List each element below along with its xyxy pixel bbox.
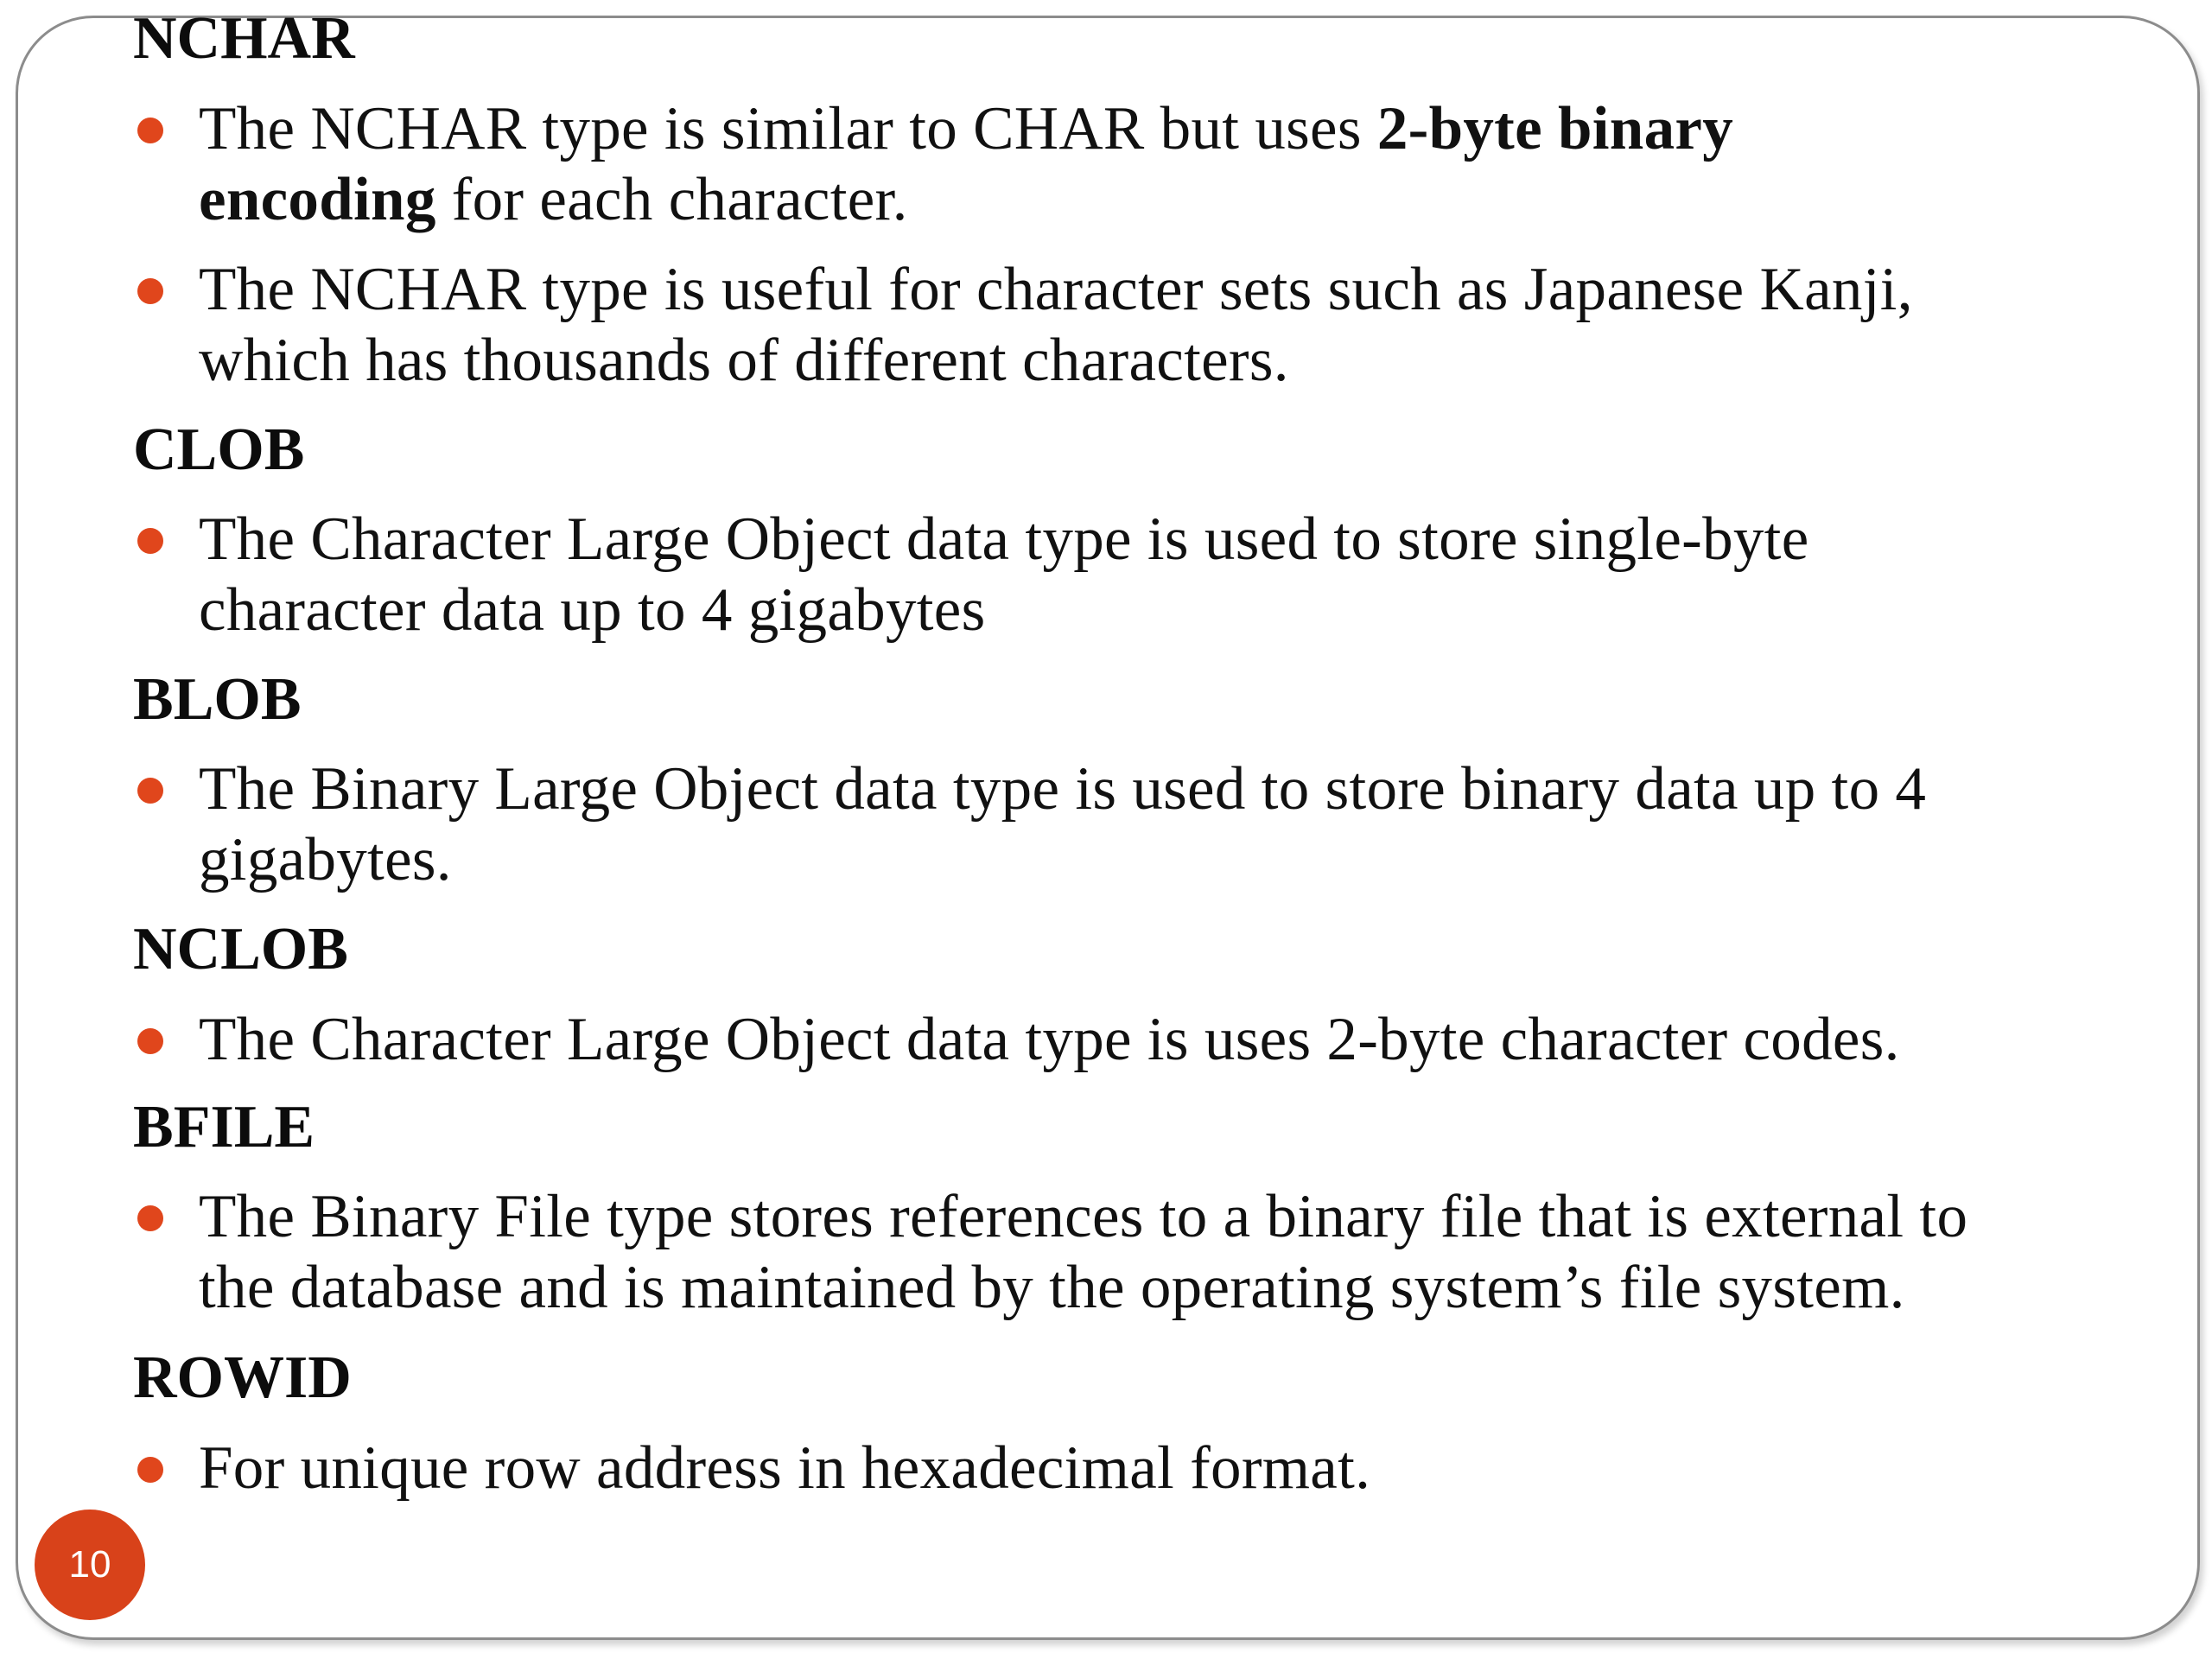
bold-phrase: encoding — [199, 166, 436, 233]
bullet-dot-icon — [137, 118, 163, 143]
page-number-badge: 10 — [35, 1510, 145, 1620]
heading-blob: BLOB — [133, 666, 302, 733]
bold-phrase: 2-byte binary — [1376, 95, 1733, 162]
bullet-dot-icon — [137, 1205, 163, 1231]
bullet-text: The NCHAR type is useful for character sets such as Japanese Kanji, which has thousands of different characters. — [199, 256, 1913, 394]
bullet-dot-icon — [137, 1457, 163, 1483]
bullet-dot-icon — [137, 278, 163, 304]
bullet-text: The Binary Large Object data type is used to store binary data up to 4 gigabytes. — [199, 755, 1927, 893]
bullet-dot-icon — [137, 1028, 163, 1054]
bullet-text: The Character Large Object data type is used to store single-byte character data up to 4 gigabytes — [199, 505, 1809, 644]
heading-nclob: NCLOB — [133, 916, 348, 982]
bullet-text: The Binary File type stores references to a binary file that is external to the database and is maintained by the operating system’s file system. — [199, 1183, 1968, 1321]
bullet-text: For unique row address in hexadecimal format. — [199, 1434, 1371, 1502]
bullet-text: The NCHAR type is similar to CHAR but uses 2-byte binary encoding for each character. — [199, 95, 1733, 233]
heading-nchar: NCHAR — [133, 5, 355, 72]
heading-rowid: ROWID — [133, 1344, 352, 1411]
bullet-dot-icon — [137, 778, 163, 804]
bullet-text: The Character Large Object data type is uses 2-byte character codes. — [199, 1006, 1900, 1073]
bullet-dot-icon — [137, 528, 163, 554]
heading-bfile: BFILE — [133, 1094, 315, 1160]
heading-clob: CLOB — [133, 416, 305, 483]
